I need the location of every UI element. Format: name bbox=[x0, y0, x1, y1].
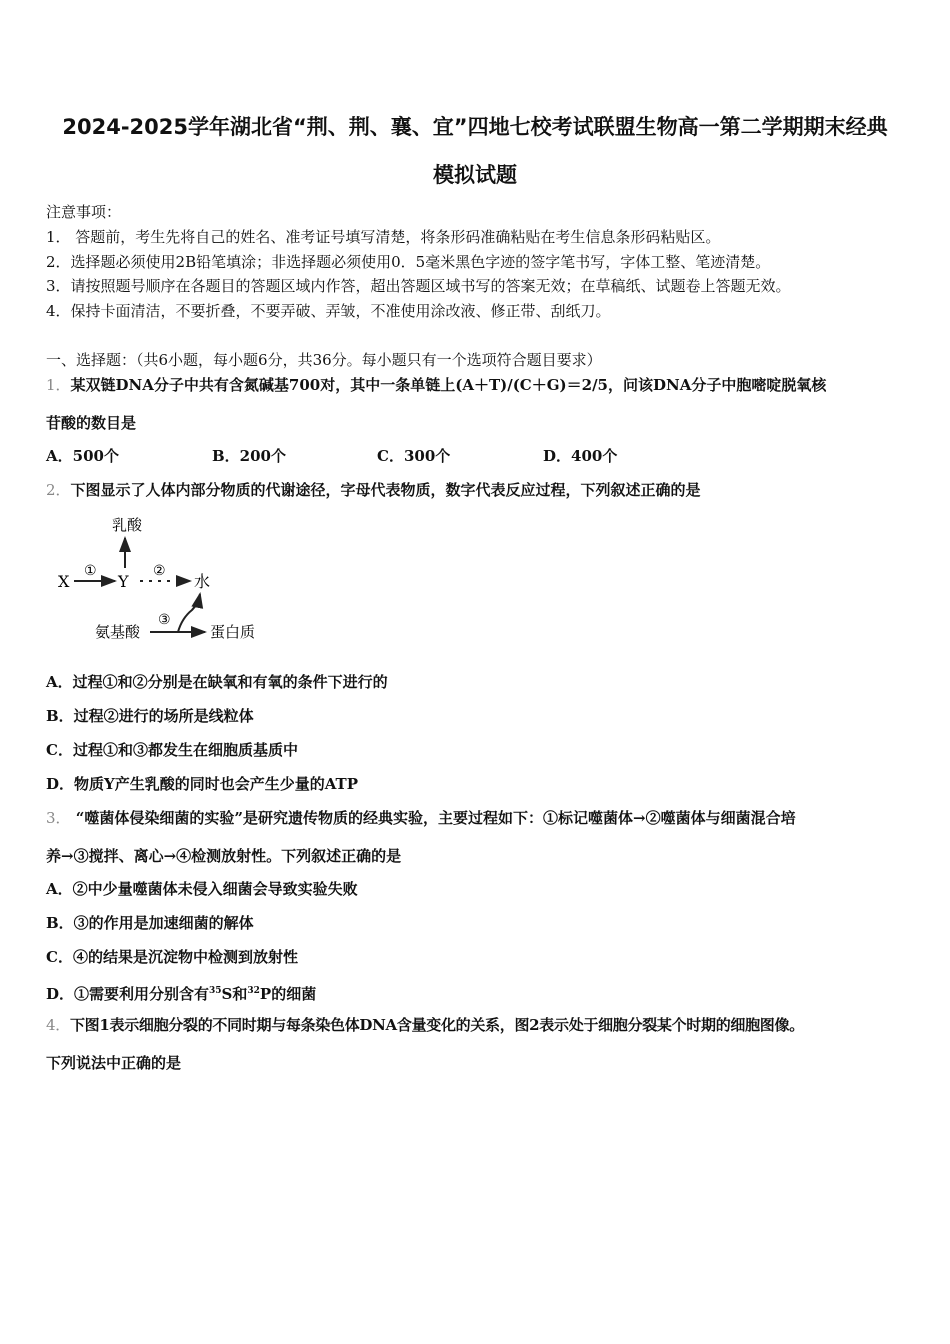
question-4-continued: 下列说法中正确的是 bbox=[46, 1054, 182, 1072]
option-text: P的细菌 bbox=[259, 985, 317, 1003]
label-protein: 蛋白质 bbox=[210, 623, 256, 641]
step-1-label: ① bbox=[84, 563, 97, 579]
document-title: 2024-2025学年湖北省“荆、荆、襄、宜”四地七校考试联盟生物高一第二学期期末经典 bbox=[62, 115, 888, 139]
section-heading: 一、选择题：（共6小题，每小题6分，共36分。每小题只有一个选项符合题目要求） bbox=[46, 351, 602, 369]
option-a: A．500个 bbox=[46, 447, 119, 465]
question-text: 下图显示了人体内部分物质的代谢途径，字母代表物质，数字代表反应过程，下列叙述正确的是 bbox=[70, 481, 701, 499]
question-text: 下图1表示细胞分裂的不同时期与每条染色体DNA含量变化的关系，图2表示处于细胞分裂某个时期的细胞图像。 bbox=[69, 1016, 804, 1034]
label-lactic-acid: 乳酸 bbox=[112, 516, 143, 534]
isotope-mass: 35 bbox=[209, 986, 222, 996]
option-b: B．③的作用是加速细菌的解体 bbox=[46, 914, 254, 932]
option-c: C．300个 bbox=[377, 447, 451, 465]
label-water: 水 bbox=[194, 572, 211, 591]
question-text: 某双链DNA分子中共有含氮碱基700对，其中一条单链上(A＋T)/(C＋G)＝2/5，问该DNA分子中胞嘧啶脱氧核 bbox=[70, 376, 827, 394]
option-text: D．①需要利用分别含有 bbox=[46, 985, 210, 1003]
notes-heading: 注意事项： bbox=[46, 203, 122, 221]
label-amino-acid: 氨基酸 bbox=[95, 623, 141, 641]
option-a: A．过程①和②分别是在缺氧和有氧的条件下进行的 bbox=[46, 673, 388, 691]
question-number: 1． bbox=[46, 376, 71, 394]
option-c: C．④的结果是沉淀物中检测到放射性 bbox=[46, 948, 298, 966]
step-2-label: ② bbox=[153, 563, 166, 579]
question-2 bbox=[46, 480, 701, 500]
arrow-to-water bbox=[178, 594, 200, 632]
option-b: B．200个 bbox=[212, 447, 286, 465]
option-d: D．400个 bbox=[543, 447, 618, 465]
option-d bbox=[46, 981, 316, 1004]
document-title-continued: 模拟试题 bbox=[433, 163, 517, 187]
note-item: 3．请按照题号顺序在各题目的答题区域内作答，超出答题区域书写的答案无效；在草稿纸、试题卷上答题无效。 bbox=[46, 277, 791, 295]
metabolism-diagram bbox=[50, 510, 280, 650]
question-number: 3． bbox=[46, 809, 71, 827]
option-d: D．物质Y产生乳酸的同时也会产生少量的ATP bbox=[46, 775, 358, 793]
note-item: 2．选择题必须使用2B铅笔填涂；非选择题必须使用0．5毫米黑色字迹的签字笔书写，字体工整、笔迹清楚。 bbox=[46, 253, 771, 271]
option-a: A．②中少量噬菌体未侵入细菌会导致实验失败 bbox=[46, 880, 358, 898]
option-text: S和 bbox=[221, 985, 248, 1003]
question-text: “噬菌体侵染细菌的实验”是研究遗传物质的经典实验，主要过程如下：①标记噬菌体→②噬菌体与细菌混合培 bbox=[70, 809, 796, 827]
question-4 bbox=[46, 1015, 804, 1035]
label-y: Y bbox=[118, 572, 129, 591]
option-c: C．过程①和③都发生在细胞质基质中 bbox=[46, 741, 298, 759]
question-number: 4． bbox=[46, 1016, 70, 1034]
label-x: X bbox=[58, 572, 70, 591]
step-3-label: ③ bbox=[158, 612, 171, 628]
note-item: 4．保持卡面清洁，不要折叠，不要弄破、弄皱，不准使用涂改液、修正带、刮纸刀。 bbox=[46, 302, 611, 320]
question-1 bbox=[46, 375, 826, 395]
isotope-mass: 32 bbox=[247, 986, 260, 996]
note-item: 1． 答题前，考生先将自己的姓名、准考证号填写清楚，将条形码准确粘贴在考生信息条形码粘贴区。 bbox=[46, 228, 721, 246]
option-b: B．过程②进行的场所是线粒体 bbox=[46, 707, 254, 725]
question-1-continued: 苷酸的数目是 bbox=[46, 414, 137, 432]
question-number: 2． bbox=[46, 481, 71, 499]
question-3-continued: 养→③搅拌、离心→④检测放射性。下列叙述正确的是 bbox=[46, 847, 402, 865]
question-3 bbox=[46, 808, 796, 828]
